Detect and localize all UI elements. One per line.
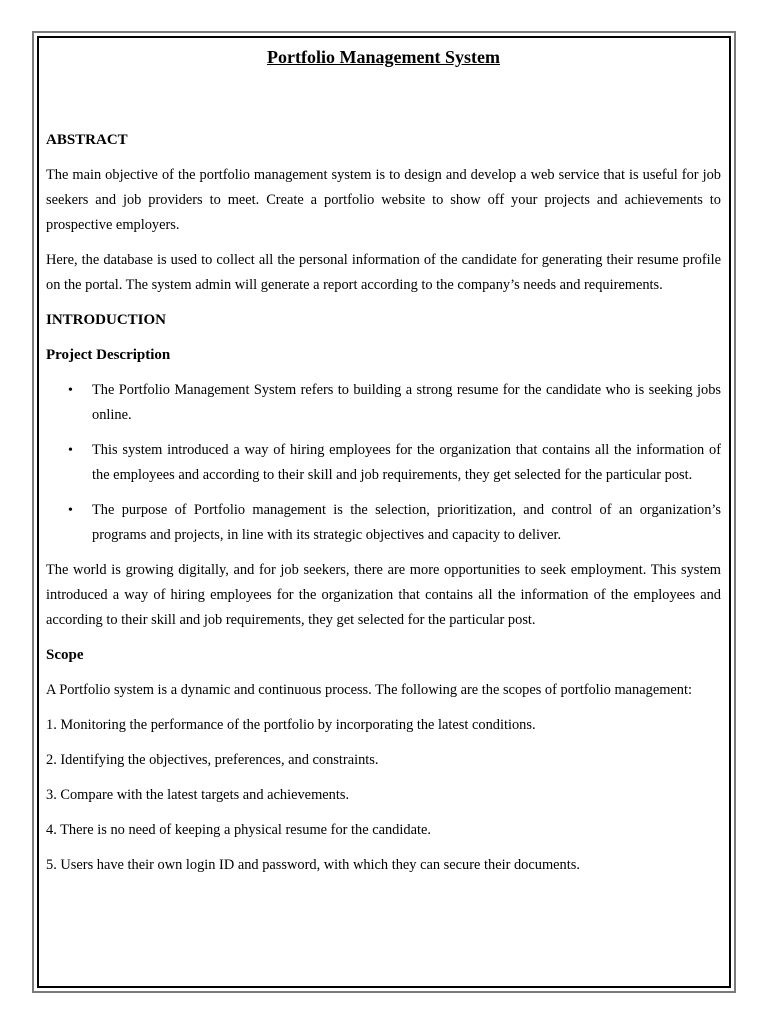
project-description-list — [46, 378, 721, 548]
bullet-icon: • — [68, 503, 73, 518]
list-item: 4. There is no need of keeping a physical resume for the candidate. — [46, 822, 431, 838]
list-item: 1. Monitoring the performance of the portfolio by incorporating the latest conditions. — [46, 717, 536, 733]
list-item: 2. Identifying the objectives, preferences, and constraints. — [46, 752, 379, 768]
list-item — [46, 378, 721, 428]
document-content — [46, 44, 721, 878]
abstract-heading: ABSTRACT — [46, 132, 128, 148]
project-description-heading: Project Description — [46, 347, 171, 363]
scope-intro: A Portfolio system is a dynamic and continuous process. The following are the scopes of portfolio management: — [46, 682, 692, 698]
list-item-text: The Portfolio Management System refers to building a strong resume for the candidate who is seeking jobs online. — [92, 382, 721, 423]
list-item — [46, 438, 721, 488]
list-item-text: This system introduced a way of hiring employees for the organization that contains all the information of the employees and according to their skill and job requirements, they get selected for the particular post. — [92, 442, 721, 483]
abstract-paragraph-2: Here, the database is used to collect all the personal information of the candidate for generating their resume profile on the portal. The system admin will generate a report according to the company’s needs and requirements. — [46, 252, 721, 293]
introduction-heading: INTRODUCTION — [46, 312, 167, 328]
introduction-paragraph: The world is growing digitally, and for job seekers, there are more opportunities to seek employment. This system introduced a way of hiring employees for the organization that contains all the information of the employees and according to their skill and job requirements, they get selected for the particular post. — [46, 562, 721, 628]
scope-heading: Scope — [46, 647, 84, 663]
abstract-paragraph-1: The main objective of the portfolio management system is to design and develop a web service that is useful for job seekers and job providers to meet. Create a portfolio website to show off your projects and achievements to prospective employers. — [46, 167, 721, 233]
bullet-icon: • — [68, 443, 73, 458]
document-title: Portfolio Management System — [267, 47, 500, 67]
list-item: 5. Users have their own login ID and password, with which they can secure their documents. — [46, 857, 580, 873]
bullet-icon: • — [68, 383, 73, 398]
scope-list — [46, 713, 721, 878]
list-item-text: The purpose of Portfolio management is the selection, prioritization, and control of an organization’s programs and projects, in line with its strategic objectives and capacity to deliver. — [92, 502, 721, 543]
list-item: 3. Compare with the latest targets and achievements. — [46, 787, 350, 803]
list-item — [46, 498, 721, 548]
